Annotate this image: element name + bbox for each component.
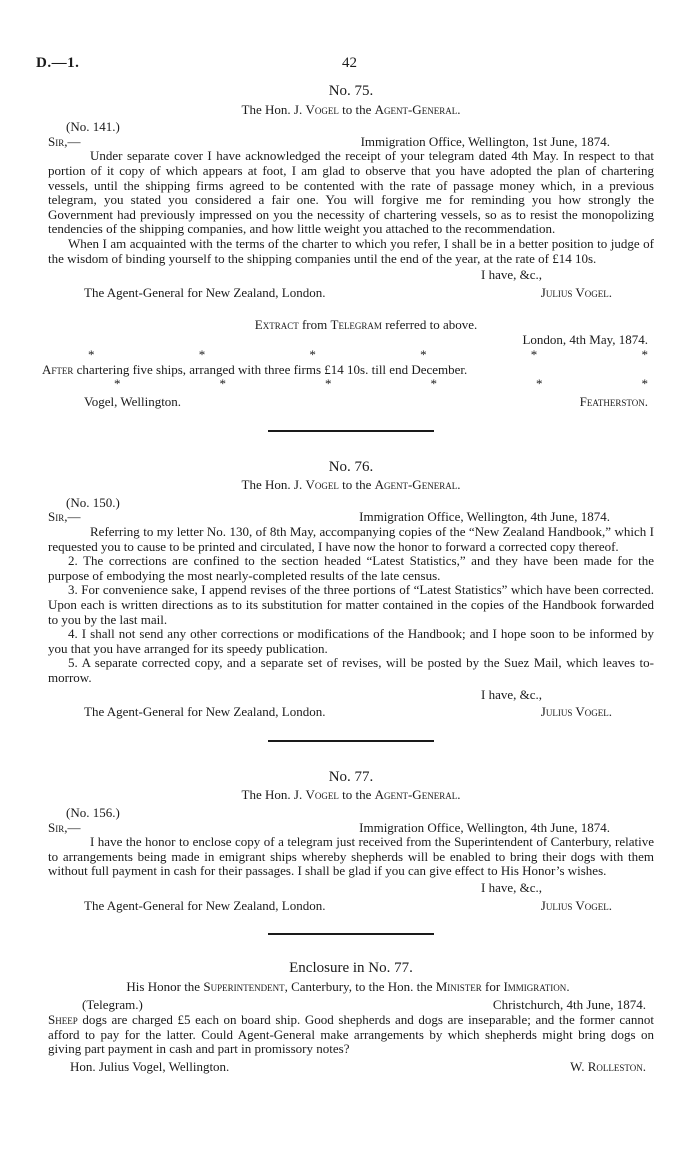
telegram-text: Sheep dogs are charged £5 each on board ship. Good shepherds and dogs are inseparable; and the former cannot afford to pay for the latter. Could Agent-General make arrangements by which shepherds might bring dogs on giving part payment in cash and part in promissory notes? <box>48 1011 654 1057</box>
letter-number: No. 77. <box>328 768 374 785</box>
signature-line <box>48 395 654 410</box>
letter-number: No. 76. <box>328 458 374 475</box>
address-date: Christchurch, 4th June, 1874. <box>492 997 646 1013</box>
paragraph: When I am acquainted with the terms of the charter to which you refer, I shall be in a better position to judge of the wisdom of binding yourself to the shipping companies until the end of the year, at the rate of £14 10s. <box>48 235 654 266</box>
paragraph: Referring to my letter No. 130, of 8th May, accompanying copies of the “New Zealand Handbook,” which I requested you to cause to be printed and circulated, I have now the honor to forward a corrected copy thereof. <box>48 524 654 554</box>
address-date: Immigration Office, Wellington, 1st June, 1874. <box>360 133 610 149</box>
asterisk-row: * * * * * * <box>114 376 648 392</box>
paragraph: 3. For convenience sake, I append revises of the three portions of “Latest Statistics” which have been corrected. Upon each is written directions as to its substitution for matter contained in the copies of the Handbook forwarded to you by the last mail. <box>48 582 654 627</box>
extract-date: London, 4th May, 1874. <box>522 331 648 347</box>
document-reference: D.—1. <box>36 55 80 71</box>
recipient: The Agent-General for New Zealand, London. <box>84 284 326 300</box>
signature: Featherston. <box>579 394 648 410</box>
closing: I have, &c., <box>480 879 542 895</box>
salutation: Sir,— <box>48 133 81 149</box>
telegram-text: After chartering five ships, arranged with three firms £14 10s. till end December. <box>42 361 468 377</box>
page-number: 42 <box>342 55 357 71</box>
signature-line <box>48 705 654 720</box>
addressee: Hon. Julius Vogel, Wellington. <box>70 1058 230 1074</box>
page-body <box>42 56 654 1074</box>
paragraph: 2. The corrections are confined to the section headed “Latest Statistics,” and they have been made for the purpose of embodying the most nearly-completed results of the late census. <box>48 553 654 583</box>
address-date: Immigration Office, Wellington, 4th June, 1874. <box>359 509 610 525</box>
section-divider <box>268 933 434 935</box>
letter-no-75 <box>42 83 654 410</box>
letter-heading: The Hon. J. Vogel to the Agent-General. <box>241 477 461 493</box>
enclosure-heading: His Honor the Superintendent, Canterbury, to the Hon. the Minister for Immigration. <box>126 978 570 994</box>
closing: I have, &c., <box>480 686 542 702</box>
asterisk-row: * * * * * * <box>88 346 648 362</box>
reference-number: (No. 156.) <box>66 804 120 820</box>
signature-line <box>48 899 654 914</box>
reference-number: (No. 150.) <box>66 494 120 510</box>
letter-number: No. 75. <box>328 83 374 99</box>
enclosure-title: Enclosure in No. 77. <box>289 960 413 977</box>
letter-no-76 <box>48 460 654 720</box>
paragraph: 4. I shall not send any other corrections or modifications of the Handbook; and I hope soon to be informed by you that you have arranged for its speedy publication. <box>48 626 654 656</box>
extract-heading: Extract from Telegram referred to above. <box>254 317 478 333</box>
addressee: Vogel, Wellington. <box>84 394 182 410</box>
paragraph: 5. A separate corrected copy, and a separate set of revises, will be posted by the Suez Mail, which leaves to-morrow. <box>48 655 654 685</box>
letter-no-77 <box>48 770 654 913</box>
enclosure-no-77 <box>48 961 654 1074</box>
signature: Julius Vogel. <box>540 897 612 913</box>
reference-number: (No. 141.) <box>66 119 120 135</box>
paragraph: Under separate cover I have acknowledged the receipt of your telegram dated 4th May. In respect to that portion of it copy of which appears at foot, I am glad to observe that you have adopted the plan of chartering vessels, until the shipping firms agreed to be contented with the rate of passage money which, in a previous telegram, you stated you considered a fair one. You will forgive me for reminding you how strongly the Government had previously impressed on you the necessity of chartering vessels, so as to resist the monopolizing tendencies of the shipping companies, and how little weight you attached to the recommendation. <box>48 148 654 237</box>
salutation-line <box>48 135 654 150</box>
signature-line <box>48 286 654 301</box>
telegram-line <box>48 998 654 1013</box>
signature: W. Rolleston. <box>570 1058 646 1074</box>
signature-line <box>48 1060 654 1075</box>
signature: Julius Vogel. <box>540 704 612 720</box>
paragraph: I have the honor to enclose copy of a telegram just received from the Superintendent of Canterbury, relative to arrangements being made in emigrant ships whereby shepherds will be enabled to bring their dogs with them without full payment in cash for their passages. I shall be glad if you can give effect to His Honor’s wishes. <box>48 834 654 879</box>
letter-heading: The Hon. J. Vogel to the Agent-General. <box>241 787 461 803</box>
address-date: Immigration Office, Wellington, 4th June, 1874. <box>359 819 610 835</box>
telegram-label: (Telegram.) <box>82 997 143 1013</box>
salutation-line <box>48 510 654 525</box>
section-divider <box>268 740 434 742</box>
letter-heading: The Hon. J. Vogel to the Agent-General. <box>241 101 461 117</box>
recipient: The Agent-General for New Zealand, London. <box>84 704 326 720</box>
salutation-line <box>48 821 654 836</box>
salutation: Sir,— <box>48 819 81 835</box>
closing: I have, &c., <box>480 267 542 283</box>
signature: Julius Vogel. <box>540 284 612 300</box>
salutation: Sir,— <box>48 509 81 525</box>
section-divider <box>268 430 434 432</box>
recipient: The Agent-General for New Zealand, London. <box>84 897 326 913</box>
